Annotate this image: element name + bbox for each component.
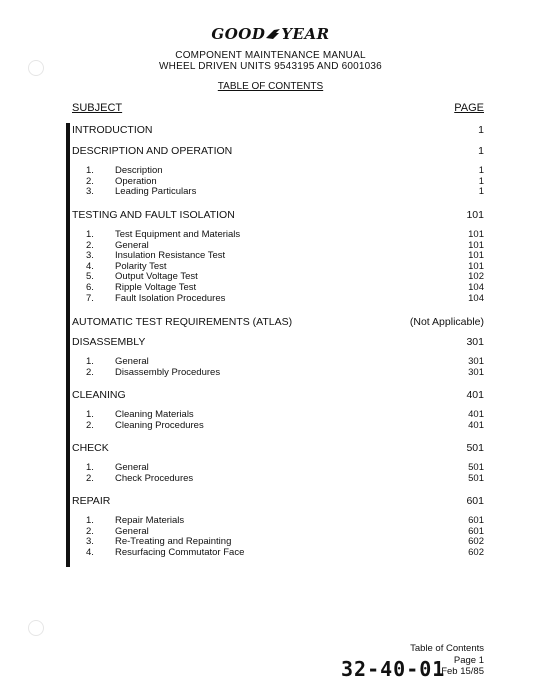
toc-item-page: 104: [468, 292, 484, 304]
toc-item-label: Cleaning Procedures: [115, 419, 204, 431]
toc-item-page: 1: [478, 186, 484, 198]
toc-item-page: 101: [468, 239, 484, 251]
toc-section: [72, 335, 484, 349]
toc-item-text: [72, 229, 468, 240]
toc-item-label: Cleaning Materials: [115, 409, 194, 420]
toc-item-page: 301: [468, 366, 484, 378]
toc-item-label: General: [115, 239, 149, 251]
toc-item-text: [72, 515, 468, 526]
toc-item-text: [72, 261, 468, 272]
toc-item-page: 601: [468, 525, 484, 537]
manual-subtitle: WHEEL DRIVEN UNITS 9543195 AND 6001036: [159, 61, 382, 72]
toc-section-title: TESTING AND FAULT ISOLATION: [72, 209, 235, 221]
toc-item: [72, 526, 484, 537]
toc-item: [72, 186, 484, 197]
punch-hole-bottom: [28, 620, 44, 636]
toc-item-text: [72, 536, 468, 547]
toc-item-label: Insulation Resistance Test: [115, 250, 226, 262]
toc-item-page: 602: [468, 536, 484, 548]
toc-item-number: 2.: [86, 239, 94, 251]
footer-doc-title: Table of Contents: [410, 643, 484, 654]
toc-title: TABLE OF CONTENTS: [217, 81, 324, 92]
toc-item-number: 2.: [86, 366, 94, 378]
toc-item-number: 2.: [86, 525, 94, 537]
toc-item: [72, 229, 484, 240]
toc-item-number: 1.: [86, 462, 94, 473]
toc-item-text: [72, 250, 468, 261]
toc-item-number: 2.: [86, 472, 94, 484]
toc-item-page: 501: [468, 472, 484, 484]
toc-item-page: 401: [468, 409, 484, 420]
punch-hole-top: [28, 60, 44, 76]
toc-item-text: [72, 271, 468, 282]
toc-section-title: DISASSEMBLY: [72, 336, 146, 348]
toc-section-page: 401: [466, 389, 484, 401]
change-bar: [66, 123, 70, 567]
toc-item-number: 4.: [86, 260, 94, 272]
toc-item-page: 102: [468, 271, 484, 283]
toc-item-page: 602: [468, 546, 484, 558]
toc-section-page: 1: [478, 124, 484, 136]
toc-item-text: [72, 462, 468, 473]
toc-item-page: 101: [468, 260, 484, 272]
footer-page-number: Page 1: [453, 655, 484, 666]
toc-section-title: INTRODUCTION: [72, 124, 153, 136]
toc-item: [72, 367, 484, 378]
toc-item: [72, 515, 484, 526]
toc-item-number: 5.: [86, 271, 94, 283]
toc-section: [72, 144, 484, 158]
toc-section-page: 301: [466, 336, 484, 348]
goodyear-logo: [0, 25, 541, 43]
toc-item-text: [72, 420, 468, 431]
toc-section: [72, 388, 484, 402]
toc-item-label: Repair Materials: [115, 515, 185, 526]
page-column-header: PAGE: [454, 102, 484, 114]
toc-item-text: [72, 186, 479, 197]
toc-item-label: General: [115, 525, 149, 537]
toc-item: [72, 250, 484, 261]
toc-item-number: 1.: [86, 229, 94, 240]
toc-item-number: 2.: [86, 419, 94, 431]
toc-item-label: Ripple Voltage Test: [115, 282, 197, 293]
toc-section-page: (Not Applicable): [409, 316, 484, 328]
toc-item-number: 1.: [86, 409, 94, 420]
toc-section: [72, 494, 484, 508]
toc-item: [72, 293, 484, 304]
toc-section-page: 101: [466, 209, 484, 221]
toc-item-page: 501: [468, 462, 484, 473]
toc-item-page: 301: [468, 356, 484, 367]
toc-item-text: [72, 282, 468, 293]
subject-column-header: SUBJECT: [72, 102, 123, 114]
toc-item: [72, 176, 484, 187]
logo-text-year: YEAR: [281, 25, 330, 43]
toc-item-label: Polarity Test: [115, 260, 167, 272]
toc-section-title: CHECK: [72, 442, 109, 454]
toc-item-number: 1.: [86, 356, 94, 367]
toc-item-text: [72, 409, 468, 420]
toc-item: [72, 473, 484, 484]
toc-item-label: Operation: [115, 175, 157, 187]
toc-item: [72, 462, 484, 473]
toc-section-page: 1: [478, 145, 484, 157]
toc-section-title: DESCRIPTION AND OPERATION: [72, 145, 233, 157]
toc-item: [72, 356, 484, 367]
toc-item: [72, 261, 484, 272]
toc-item-page: 401: [468, 419, 484, 431]
toc-item: [72, 165, 484, 176]
winged-foot-icon: [265, 27, 281, 41]
toc-item-label: General: [115, 462, 149, 473]
toc-item-page: 601: [468, 515, 484, 526]
toc-item-number: 1.: [86, 165, 94, 176]
toc-item-label: Leading Particulars: [115, 186, 197, 198]
toc-item-number: 4.: [86, 546, 94, 558]
toc-item-label: Disassembly Procedures: [115, 366, 221, 378]
toc-item-page: 104: [468, 282, 484, 293]
toc-item-page: 101: [468, 250, 484, 262]
manual-title: COMPONENT MAINTENANCE MANUAL: [175, 50, 366, 61]
toc-item-text: [72, 293, 468, 304]
toc-item-page: 1: [478, 165, 484, 176]
toc-section: [72, 441, 484, 455]
toc-item: [72, 536, 484, 547]
footer-date: Feb 15/85: [441, 666, 484, 677]
toc-section: [72, 123, 484, 137]
toc-item-label: Test Equipment and Materials: [115, 229, 241, 240]
toc-item-label: General: [115, 356, 149, 367]
chapter-code: 32-40-01: [341, 657, 446, 681]
toc-item: [72, 240, 484, 251]
toc-item-text: [72, 176, 479, 187]
toc-item-text: [72, 165, 479, 176]
toc-item-number: 7.: [86, 292, 94, 304]
toc-item-text: [72, 367, 468, 378]
toc-item-text: [72, 356, 468, 367]
toc-item-page: 101: [468, 229, 484, 240]
logo-text-good: GOOD: [211, 25, 266, 43]
toc-item: [72, 409, 484, 420]
toc-item-text: [72, 526, 468, 537]
toc-item-label: Resurfacing Commutator Face: [115, 546, 245, 558]
toc-item-text: [72, 547, 468, 558]
toc-section-title: CLEANING: [72, 389, 126, 401]
toc-item-number: 3.: [86, 186, 94, 198]
toc-item-number: 3.: [86, 536, 94, 548]
toc-section-title: AUTOMATIC TEST REQUIREMENTS (ATLAS): [72, 316, 293, 328]
toc-item-page: 1: [478, 175, 484, 187]
toc-section-page: 501: [466, 442, 484, 454]
toc-section: [72, 208, 484, 222]
toc-item: [72, 282, 484, 293]
toc-section-title: REPAIR: [72, 495, 111, 507]
toc-section: [72, 315, 484, 329]
toc-item-label: Description: [115, 165, 163, 176]
toc-item-text: [72, 240, 468, 251]
toc-item-number: 6.: [86, 282, 94, 293]
toc-item-label: Re-Treating and Repainting: [115, 536, 232, 548]
toc-item: [72, 420, 484, 431]
toc-item: [72, 547, 484, 558]
toc-item: [72, 271, 484, 282]
toc-item-label: Output Voltage Test: [115, 271, 198, 283]
toc-item-number: 1.: [86, 515, 94, 526]
toc-item-label: Check Procedures: [115, 472, 194, 484]
toc-item-text: [72, 473, 468, 484]
toc-item-label: Fault Isolation Procedures: [115, 292, 226, 304]
toc-item-number: 2.: [86, 175, 94, 187]
toc-section-page: 601: [466, 495, 484, 507]
toc-item-number: 3.: [86, 250, 94, 262]
